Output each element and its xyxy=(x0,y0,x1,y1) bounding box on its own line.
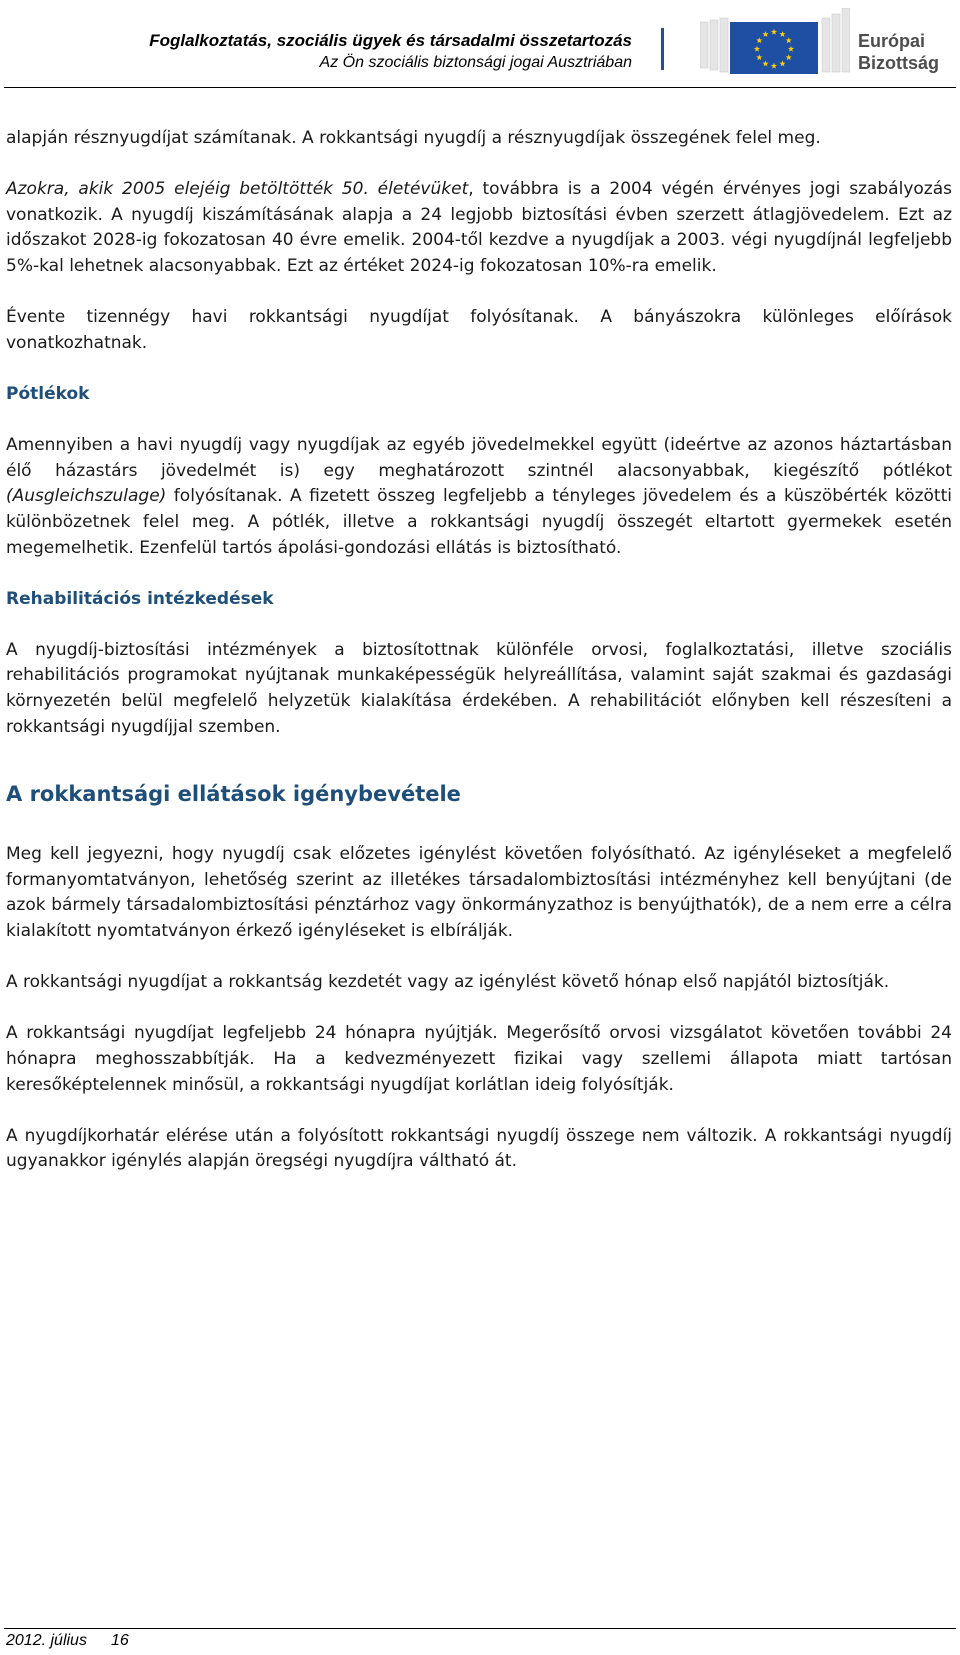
paragraph-3: Évente tizennégy havi rokkantsági nyugdíjat folyósítanak. A bányászokra különleges előírások vonatkozhatnak. xyxy=(6,307,952,353)
page-number: 16 xyxy=(110,1632,129,1649)
paragraph-6: Meg kell jegyezni, hogy nyugdíj csak előzetes igénylést követően folyósítható. Az igényléseket a megfelelő formanyomtatványon, lehetőség szerint az illetékes társadalombiztosítási intézményhez kell benyújtani (de azok bármely társadalombiztosítási pénztárhoz vagy önkormányzathoz is benyújthatók), de a nem erre a célra kialakított nyomtatványon érkező igényléseket is elbírálják. xyxy=(6,844,952,942)
header-rule xyxy=(4,87,956,88)
page-header xyxy=(0,0,960,88)
paragraph-7: A rokkantsági nyugdíjat a rokkantság kezdetét vagy az igénylést követő hónap első napjától biztosítják. xyxy=(6,972,890,993)
heading-igenybevetel: A rokkantsági ellátások igénybevétele xyxy=(6,782,461,807)
paragraph-4-italic: (Ausgleichszulage) xyxy=(6,486,167,507)
page-footer xyxy=(6,1631,129,1651)
logo-text xyxy=(858,30,939,74)
paragraph-1: alapján résznyugdíjat számítanak. A rokkantsági nyugdíj a résznyugdíjak összegének felel meg. xyxy=(6,128,821,148)
paragraph-4-part-b: folyósítanak. A fizetett összeg legfeljebb a tényleges jövedelem és a küszöbérték közötti különbözetnek felel meg. A pótlék, illetve a rokkantsági nyugdíj összegét eltartott gyermekek esetén megemelhetik. Ezenfelül tartós ápolási-gondozási ellátás is biztosítható. xyxy=(6,486,952,558)
paragraph-4 xyxy=(6,433,952,561)
paragraph-9: A nyugdíjkorhatár elérése után a folyósított rokkantsági nyugdíj összege nem változik. A rokkantsági nyugdíj ugyanakkor igénylés alapján öregségi nyugdíjra váltható át. xyxy=(6,1125,952,1172)
paragraph-8: A rokkantsági nyugdíjat legfeljebb 24 hónapra nyújtják. Megerősítő orvosi vizsgálatot követően további 24 hónapra meghosszabbítják. Ha a kedvezményezett fizikai vagy szellemi állapota miatt tartósan keresőképtelennek minősül, a rokkantsági nyugdíjat korlátlan ideig folyósítják. xyxy=(6,1023,952,1095)
heading-rehabilitacio: Rehabilitációs intézkedések xyxy=(6,588,274,609)
footer-date: 2012. július xyxy=(6,1632,87,1649)
paragraph-5: A nyugdíj-biztosítási intézmények a biztosítottnak különféle orvosi, foglalkoztatási, illetve szociális rehabilitációs programokat nyújtanak munkaképességük helyreállítása, valamint saját szakmai és gazdasági környezetén belül megfelelő helyzetük kialakítása érdekében. A rehabilitációt előnyben kell részesíteni a rokkantsági nyugdíjjal szemben. xyxy=(6,639,952,737)
document-body xyxy=(6,126,952,1175)
logo-line-1: Európai xyxy=(858,31,926,51)
footer-rule xyxy=(4,1628,956,1629)
heading-potlekok: Pótlékok xyxy=(6,383,90,404)
header-text xyxy=(149,30,632,74)
eu-flag-logo xyxy=(700,8,850,74)
header-divider xyxy=(661,28,664,70)
header-subtitle: Az Ön szociális biztonsági jogai Ausztriában xyxy=(319,54,632,71)
paragraph-2-rest: , továbbra is a 2004 végén érvényes jogi szabályozás vonatkozik. A nyugdíj kiszámításának alapja a 24 legjobb biztosítási évben szerzett átlagjövedelem. Ezt az időszakot 2028-ig fokozatosan 40 évre emelik. 2004-től kezdve a nyugdíjak a 2003. végi nyugdíjnál legfeljebb 5%-kal lehetnek alacsonyabbak. Ezt az értéket 2024-ig fokozatosan 10%-ra emelik. xyxy=(6,179,952,276)
paragraph-2 xyxy=(6,177,952,279)
logo-line-2: Bizottság xyxy=(858,53,939,73)
paragraph-4-part-a: Amennyiben a havi nyugdíj vagy nyugdíjak az egyéb jövedelmekkel együtt (ideértve az azonos háztartásban élő házastárs jövedelmét is) egy meghatározott szintnél alacsonyabbak, kiegészítő pótlékot xyxy=(6,435,952,481)
header-title: Foglalkoztatás, szociális ügyek és társadalmi összetartozás xyxy=(149,31,632,50)
paragraph-2-italic: Azokra, akik 2005 elejéig betöltötték 50. életévüket xyxy=(6,179,469,200)
